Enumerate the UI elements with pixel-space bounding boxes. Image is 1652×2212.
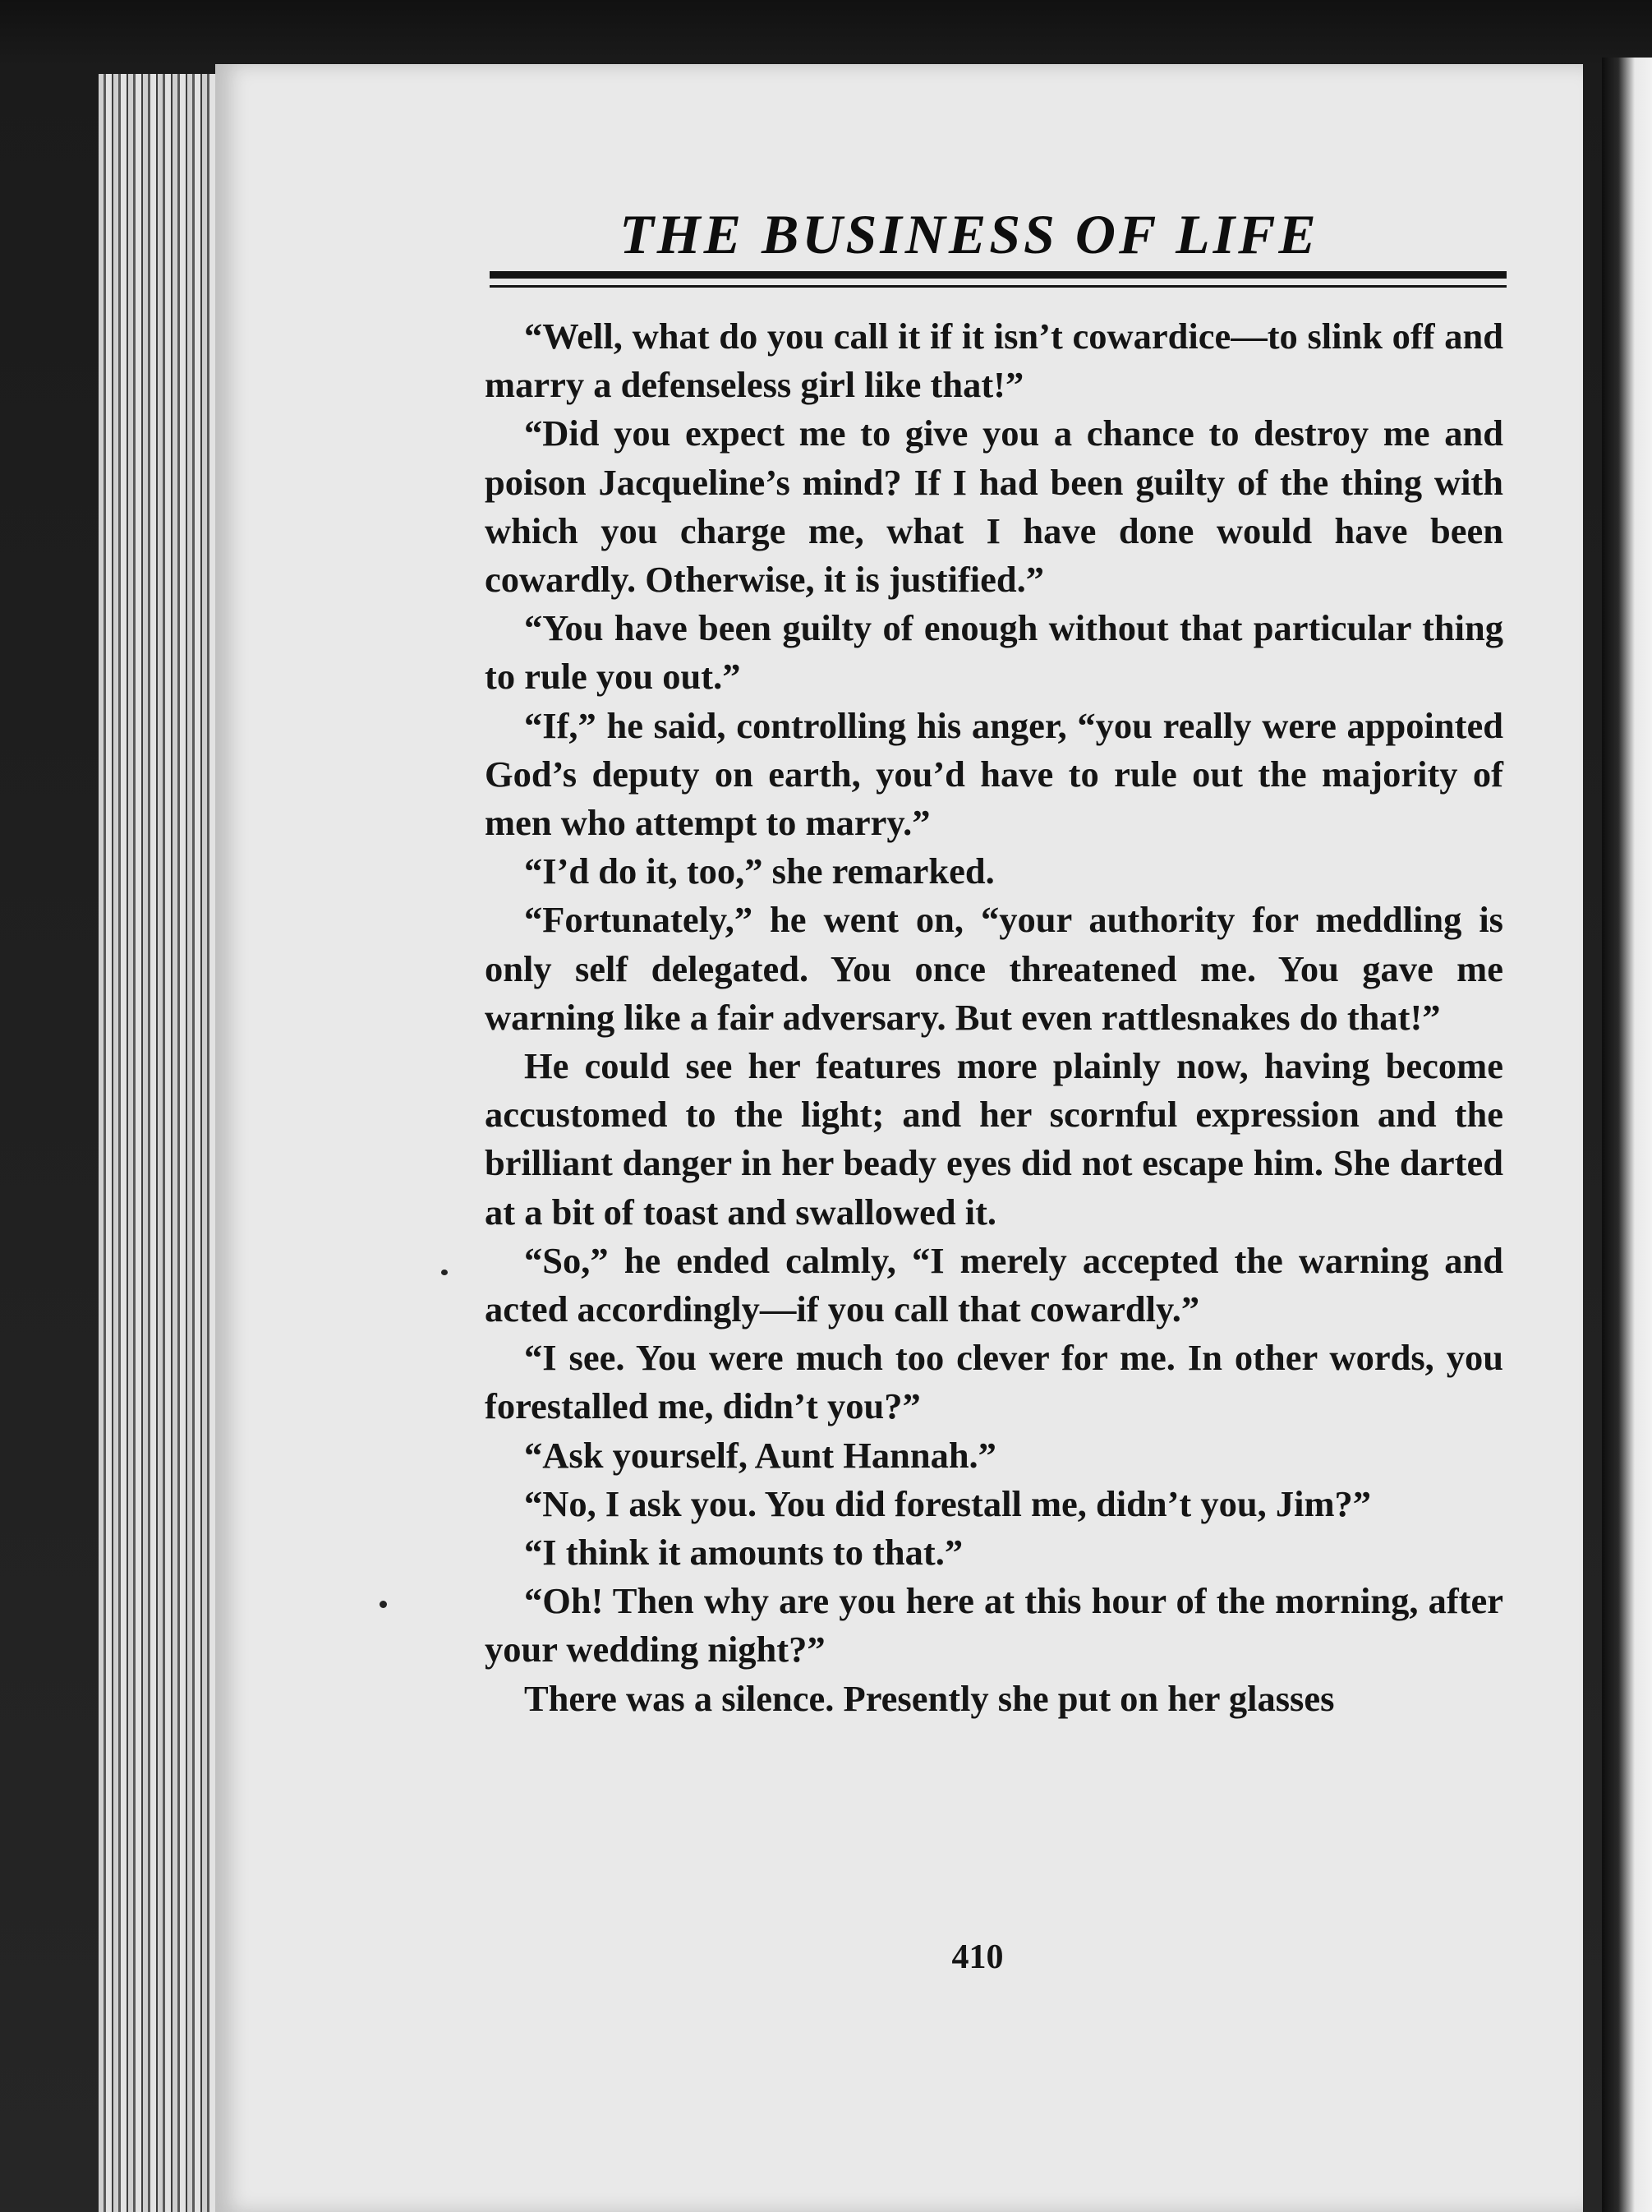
paragraph: He could see her features more plainly now, having become accustomed to the light; and her scornful expression and the brilliant danger in her beady eyes did not escape him. She darted at a bit of toast and swallowed it. <box>485 1045 1503 1233</box>
paragraph: “Well, what do you call it if it isn’t cowardice—to slink off and marry a defenseless girl like that!” <box>485 316 1503 406</box>
paragraph: “Ask yourself, Aunt Hannah.” <box>524 1434 996 1476</box>
paragraph: “I see. You were much too clever for me. In other words, you forestalled me, didn’t you?” <box>485 1337 1503 1427</box>
scan-speck <box>380 1601 387 1608</box>
header-rule-thick <box>490 271 1507 279</box>
page-number: 410 <box>951 1938 1004 1976</box>
paragraph: “Fortunately,” he went on, “your authority for meddling is only self delegated. You once threatened me. You gave me warning like a fair adversary. But even rattlesnakes do that!” <box>485 899 1503 1038</box>
header-rule-thin <box>490 285 1507 288</box>
paragraph: “No, I ask you. You did forestall me, didn’t you, Jim?” <box>524 1482 1372 1524</box>
paragraph: “So,” he ended calmly, “I merely accepted the warning and acted accordingly—if you call that cowardly.” <box>485 1239 1503 1330</box>
facing-page-edge <box>1602 58 1652 2212</box>
body-text <box>485 312 1503 1923</box>
paragraph: “I think it amounts to that.” <box>524 1532 964 1574</box>
paragraph: “If,” he said, controlling his anger, “you really were appointed God’s deputy on earth, you’d have to rule out the majority of men who attempt to marry.” <box>485 704 1503 844</box>
paragraph: There was a silence. Presently she put on her glasses <box>524 1677 1335 1719</box>
paragraph: “You have been guilty of enough without that particular thing to rule you out.” <box>485 607 1503 698</box>
paragraph: “I’d do it, too,” she remarked. <box>524 850 995 892</box>
running-head: THE BUSINESS OF LIFE <box>619 203 1319 265</box>
page-edges <box>99 74 230 2212</box>
paragraph: “Oh! Then why are you here at this hour of the morning, after your wedding night?” <box>485 1580 1503 1671</box>
paragraph: “Did you expect me to give you a chance to destroy me and poison Jacqueline’s mind? If I had been guilty of the thing with which you charge me, what I have done would have been cowardly. Otherwise, it is justified.” <box>485 412 1503 601</box>
scan-speck <box>441 1270 448 1275</box>
